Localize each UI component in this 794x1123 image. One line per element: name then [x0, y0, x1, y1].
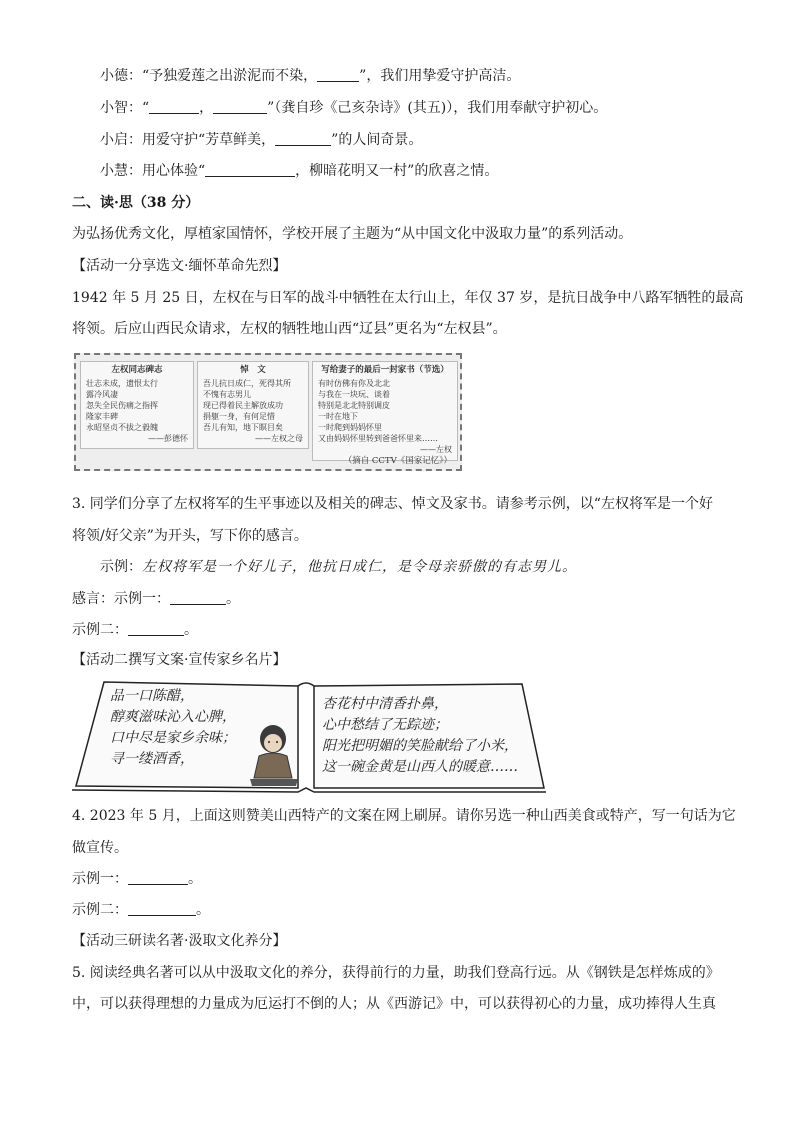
answer-blank[interactable]	[170, 590, 226, 605]
panel-line: 忽失全民伤痛之指挥	[86, 401, 158, 410]
fill-text: ”的人间奇景。	[331, 132, 423, 148]
memorial-texts-figure	[74, 353, 462, 471]
activity-1-heading: 【活动一分享选文·缅怀革命先烈】	[72, 258, 287, 274]
question-3-line: 3. 同学们分享了左权将军的生平事迹以及相关的碑志、悼文及家书。请参考示例，以“左权将军是一个好	[72, 496, 713, 512]
answer-label: 示例二：	[72, 622, 128, 638]
question-3-answer-1	[72, 589, 240, 609]
panel-line: 一时爬到妈妈怀里	[318, 423, 382, 432]
panel-signature: ——左权	[420, 445, 452, 454]
book-line: 心中愁结了无踪迹；	[322, 717, 448, 733]
panel-title: 悼 文	[240, 365, 266, 375]
answer-blank[interactable]	[128, 621, 184, 636]
panel-signature: ——彭德怀	[148, 434, 188, 443]
panel-signature: ——左权之母	[255, 434, 303, 443]
panel-line: 隆家丰碑	[86, 412, 118, 421]
book-line: 杏花村中清香扑鼻，	[322, 696, 448, 712]
answer-blank[interactable]	[128, 901, 196, 916]
question-5-line: 中，可以获得理想的力量成为厄运打不倒的人；从《西游记》中，可以获得初心的力量，成功捧得人生真	[72, 996, 716, 1012]
fill-text: 小智：“	[100, 100, 150, 116]
fill-text: ”（龚自珍《己亥杂诗》(其五)），我们用奉献守护初心。	[267, 100, 608, 116]
section-intro: 为弘扬优秀文化，厚植家国情怀，学校开展了主题为“从中国文化中汲取力量”的系列活动。	[72, 226, 633, 242]
book-line: 口中尽是家乡余味；	[110, 730, 236, 746]
panel-line: 又由妈妈怀里转到爸爸怀里来……	[318, 434, 438, 443]
eulogy-panel	[197, 361, 309, 449]
book-line: 寻一缕酒香，	[110, 751, 194, 767]
fill-text: ，柳暗花明又一村”的欣喜之情。	[295, 163, 499, 179]
panel-line: 一时在地下	[318, 412, 358, 421]
question-4-line: 做宣传。	[72, 840, 128, 856]
paragraph-line: 1942 年 5 月 25 日，左权在与日军的战斗中牺牲在太行山上，年仅 37 岁，是抗日战争中八路军牺牲的最高	[72, 290, 744, 306]
answer-blank[interactable]	[317, 67, 359, 82]
question-4-answer-2	[72, 900, 210, 920]
fill-line-4	[100, 161, 498, 181]
answer-label: 示例一：	[72, 871, 128, 887]
letter-panel	[312, 361, 458, 461]
answer-blank[interactable]	[149, 99, 199, 114]
book-line: 醇爽滋味沁入心脾，	[110, 709, 236, 725]
activity-2-heading: 【活动二撰写文案·宣传家乡名片】	[72, 652, 287, 668]
answer-blank[interactable]	[275, 131, 331, 146]
example-text: 左权将军是一个好儿子，他抗日成仁，是令母亲骄傲的有志男儿。	[142, 559, 577, 575]
panel-line: 露冷风凄	[86, 390, 118, 399]
book-left-text	[110, 686, 236, 770]
section-heading: 二、读·思（38 分）	[72, 195, 200, 211]
answer-blank[interactable]	[128, 870, 188, 885]
fill-text: 小德：“予独爱莲之出淤泥而不染，	[100, 68, 318, 84]
question-3-answer-2	[72, 620, 198, 640]
panel-line: 有时仿佛有你及北北	[318, 379, 390, 388]
answer-end: 。	[226, 591, 240, 607]
fill-line-3	[100, 130, 422, 150]
open-book-figure	[70, 676, 546, 794]
fill-line-2	[100, 98, 607, 118]
panel-line: 捐躯一身，有何足惜	[203, 412, 275, 421]
question-5-line: 5. 阅读经典名著可以从中汲取文化的养分，获得前行的力量，助我们登高行远。从《钢铁是怎样炼成的》	[72, 965, 720, 981]
panel-line: 与我在一块玩、谈着	[318, 390, 390, 399]
fill-text: 小启：用爱守护“芳草鲜美，	[100, 132, 276, 148]
panel-line: 特别是北北特别调皮	[318, 401, 390, 410]
memorial-panel	[80, 361, 194, 449]
answer-label: 感言：示例一：	[72, 591, 170, 607]
paragraph-line: 将领。后应山西民众请求，左权的牺牲地山西“辽县”更名为“左权县”。	[72, 321, 507, 337]
panel-title: 写给妻子的最后一封家书（节选）	[321, 365, 449, 375]
activity-3-heading: 【活动三研读名著·汲取文化养分】	[72, 933, 287, 949]
figure-source: （摘自 CCTV《国家记忆》）	[343, 456, 452, 466]
answer-label: 示例二：	[72, 902, 128, 918]
fill-text: 小慧：用心体验“	[100, 163, 206, 179]
book-line: 这一碗金黄是山西人的暖意……	[322, 759, 518, 775]
fill-text: ”，我们用挚爱守护高洁。	[359, 68, 521, 84]
question-3-line: 将领/好父亲”为开头，写下你的感言。	[72, 528, 308, 544]
example-label: 示例：	[100, 559, 142, 575]
fill-line-1	[100, 66, 520, 86]
question-3-example	[100, 557, 577, 577]
panel-line: 永昭坚贞不拔之毅魄	[86, 423, 158, 432]
question-4-answer-1	[72, 869, 202, 889]
panel-line: 现已得着民主解放成功	[203, 401, 283, 410]
answer-end: 。	[184, 622, 198, 638]
answer-end: 。	[196, 902, 210, 918]
fill-text: ，	[199, 100, 214, 116]
answer-end: 。	[188, 871, 202, 887]
book-line: 品一口陈醋，	[110, 688, 194, 704]
question-4-line: 4. 2023 年 5 月，上面这则赞美山西特产的文案在网上刷屏。请你另选一种山西美食或特产，写一句话为它	[72, 808, 736, 824]
panel-line: 吾儿有知，地下瞑目矣	[203, 423, 283, 432]
answer-blank[interactable]	[205, 162, 295, 177]
answer-blank[interactable]	[213, 99, 267, 114]
panel-line: 壮志未成，遗恨太行	[86, 379, 158, 388]
book-right-text	[322, 694, 518, 778]
panel-title: 左权同志碑志	[111, 365, 163, 375]
panel-line: 不愧有志男儿	[203, 390, 251, 399]
panel-line: 吾儿抗日成仁，死得其所	[203, 379, 291, 388]
book-line: 阳光把明媚的笑脸献给了小米，	[322, 738, 518, 754]
